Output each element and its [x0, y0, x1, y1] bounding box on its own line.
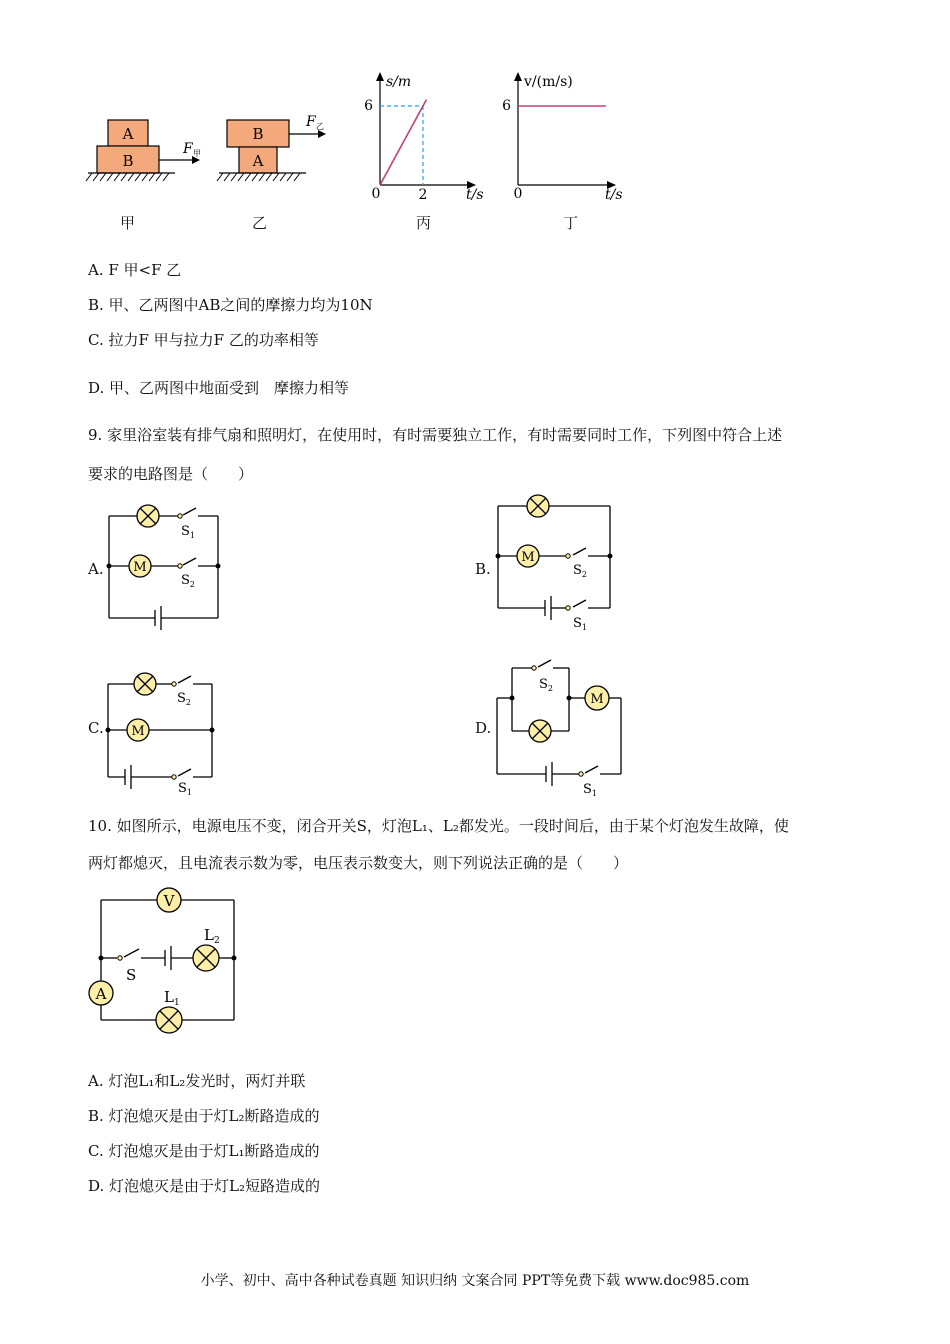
caption-ding: 丁: [563, 214, 579, 232]
lamp-l1-icon: [156, 1007, 182, 1033]
switch-label-s1: $S_1$: [181, 524, 195, 540]
switch-label-s2: $S_2$: [539, 677, 553, 693]
x-axis-label: t/s: [605, 187, 623, 203]
switch-label-s2: $S_2$: [177, 691, 191, 707]
caption-jia: 甲: [120, 214, 136, 232]
force-label: F: [183, 141, 193, 157]
x-axis-label: t/s: [466, 187, 484, 203]
series-line: [380, 100, 426, 185]
force-sub: 乙: [316, 122, 324, 131]
caption-bing: 丙: [416, 214, 432, 232]
motor-label: M: [521, 550, 535, 565]
lamp-icon: [527, 495, 549, 517]
lamp-icon: [529, 720, 551, 742]
voltmeter-icon: [157, 888, 181, 912]
origin-label: 0: [513, 186, 523, 202]
switch-label-s2: $S_2$: [181, 573, 195, 589]
motor-icon: [517, 545, 539, 567]
q8-option-c: C. 拉力F 甲与拉力F 乙的功率相等: [88, 331, 319, 349]
lamp-l2-icon: [193, 945, 219, 971]
force-sub: 甲: [193, 149, 201, 158]
switch-label: S: [126, 966, 137, 984]
circuit-d: [497, 660, 621, 786]
motor-label: M: [131, 724, 145, 739]
q10-circuit: [0, 880, 300, 1040]
y-axis-label: v/(m/s): [524, 74, 573, 90]
lamp-l1-label: $L_1$: [164, 988, 180, 1008]
q8-option-b: B. 甲、乙两图中AB之间的摩擦力均为10N: [88, 296, 373, 314]
q8-option-a: A. F 甲<F 乙: [88, 261, 182, 279]
figure-jia: [86, 120, 201, 181]
switch-label-s2: $S_2$: [573, 563, 587, 579]
q9-label-b: B.: [475, 560, 491, 578]
q9-label-d: D.: [475, 719, 492, 737]
switch-label-s1: $S_1$: [178, 781, 192, 797]
switch-label-s1: $S_1$: [573, 616, 587, 632]
voltmeter-label: V: [163, 892, 175, 910]
force-label: F: [306, 114, 316, 130]
lamp-l2-label: $L_2$: [204, 926, 220, 946]
q8-option-d: D. 甲、乙两图中地面受到 摩擦力相等: [88, 379, 350, 397]
lamp-icon: [134, 673, 156, 695]
chart-bing: [364, 72, 483, 203]
q9-circuits: [0, 490, 950, 810]
q9-stem-line1: 9. 家里浴室装有排气扇和照明灯，在使用时，有时需要独立工作，有时需要同时工作，下列图中符合上述: [88, 426, 783, 444]
top-figures: [0, 60, 950, 240]
y-tick-label: 6: [364, 98, 373, 114]
block-top-label: A: [122, 125, 134, 143]
q10-stem-line2: 两灯都熄灭，且电流表示数为零，电压表示数变大，则下列说法正确的是（ ）: [88, 854, 629, 872]
circuit-b: [498, 506, 610, 620]
q10-option-d: D. 灯泡熄灭是由于灯L₂短路造成的: [88, 1177, 321, 1195]
q10-option-c: C. 灯泡熄灭是由于灯L₁断路造成的: [88, 1142, 320, 1160]
motor-icon: [585, 686, 609, 710]
lamp-icon: [137, 505, 159, 527]
x-tick-label: 2: [418, 187, 428, 203]
block-bottom-label: B: [122, 152, 134, 170]
ammeter-icon: [89, 981, 113, 1005]
caption-yi: 乙: [252, 214, 268, 232]
motor-icon: [129, 555, 151, 577]
ammeter-label: A: [95, 985, 107, 1003]
motor-label: M: [133, 560, 147, 575]
y-axis-label: s/m: [386, 74, 412, 90]
q9-label-a: A.: [88, 560, 104, 578]
q10-stem-line1: 10. 如图所示，电源电压不变，闭合开关S，灯泡L₁、L₂都发光。一段时间后，由于某个灯泡发生故障，使: [88, 817, 789, 835]
footer: 小学、初中、高中各种试卷真题 知识归纳 文案合同 PPT等免费下载 www.doc985.com: [200, 1273, 750, 1289]
q9-label-c: C.: [88, 719, 104, 737]
q10-option-b: B. 灯泡熄灭是由于灯L₂断路造成的: [88, 1107, 320, 1125]
origin-label: 0: [371, 186, 381, 202]
q10-option-a: A. 灯泡L₁和L₂发光时，两灯并联: [88, 1072, 306, 1090]
block-top-label: B: [252, 125, 264, 143]
motor-label: M: [590, 692, 604, 707]
switch-label-s1: $S_1$: [583, 782, 597, 798]
q9-stem-line2: 要求的电路图是（ ）: [88, 465, 254, 483]
figure-yi: [217, 114, 326, 181]
y-tick-label: 6: [502, 98, 511, 114]
circuit-a: [109, 508, 218, 630]
block-bottom-label: A: [252, 152, 264, 170]
chart-ding: [502, 72, 622, 203]
circuit-c: [108, 676, 212, 789]
motor-icon: [127, 719, 149, 741]
